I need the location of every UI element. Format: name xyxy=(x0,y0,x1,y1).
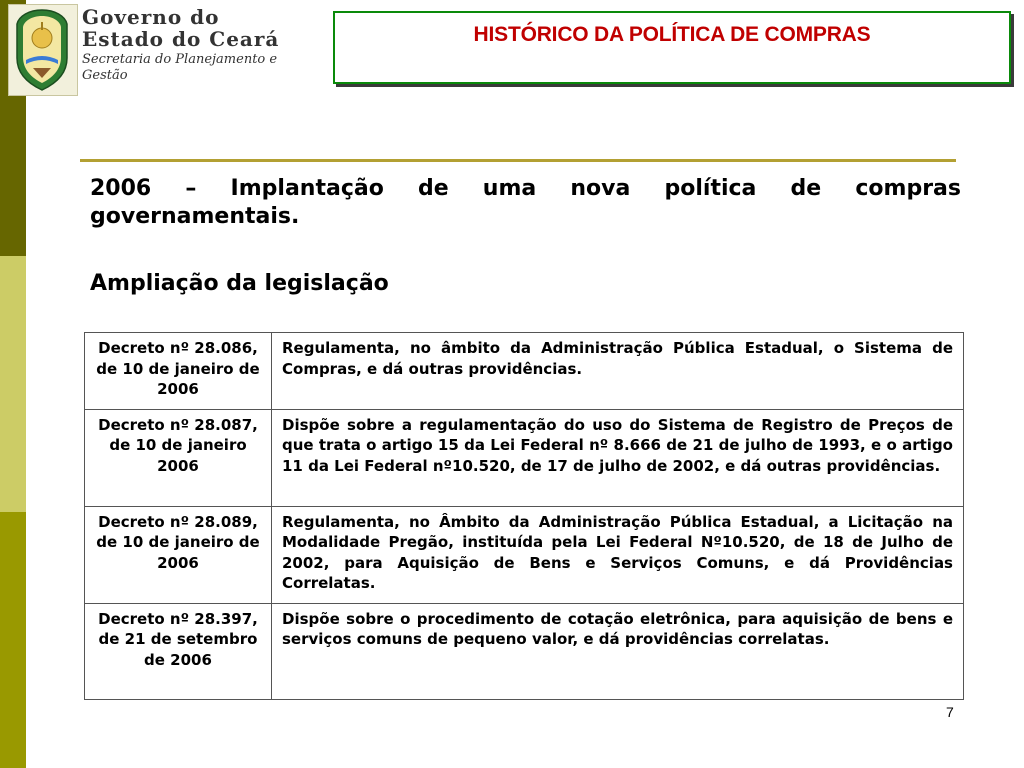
description-cell: Dispõe sobre o procedimento de cotação eletrônica, para aquisição de bens e serviços comuns de pequeno valor, e dá providências correlatas. xyxy=(272,603,964,699)
subheading: Ampliação da legislação xyxy=(90,271,389,296)
decree-cell: Decreto nº 28.087, de 10 de janeiro 2006 xyxy=(85,409,272,506)
table-row xyxy=(85,333,964,410)
decree-cell: Decreto nº 28.086, de 10 de janeiro de 2006 xyxy=(85,333,272,410)
page-number: 7 xyxy=(946,704,954,720)
description-cell: Regulamenta, no âmbito da Administração Pública Estadual, o Sistema de Compras, e dá outras providências. xyxy=(272,333,964,410)
coat-of-arms-icon xyxy=(8,4,78,96)
logo-line-estado: Estado do Ceará xyxy=(82,27,280,51)
table-row xyxy=(85,506,964,603)
logo-line-secretaria: Secretaria do Planejamento e Gestão xyxy=(82,52,278,83)
description-cell: Dispõe sobre a regulamentação do uso do Sistema de Registro de Preços de que trata o artigo 15 da Lei Federal nº 8.666 de 21 de julho de 1993, e o artigo 11 da Lei Federal nº10.520, de 17 de julho de 2002, e dá outras providências. xyxy=(272,409,964,506)
table-row xyxy=(85,409,964,506)
decree-cell: Decreto nº 28.397, de 21 de setembro de 2006 xyxy=(85,603,272,699)
left-stripe-olive xyxy=(0,512,26,768)
slide-title: HISTÓRICO DA POLÍTICA DE COMPRAS xyxy=(473,23,871,46)
title-box xyxy=(333,11,1011,84)
decrees-table xyxy=(84,332,964,700)
left-stripe-light xyxy=(0,256,26,512)
description-cell: Regulamenta, no Âmbito da Administração Pública Estadual, a Licitação na Modalidade Pregão, instituída pela Lei Federal Nº10.520, de 18 de Julho de 2002, para Aquisição de Bens e Serviços Comuns, e dá Providências Correlatas. xyxy=(272,506,964,603)
logo-line-governo: Governo do xyxy=(82,5,220,29)
government-logo xyxy=(8,4,280,96)
table-row xyxy=(85,603,964,699)
divider-rule xyxy=(80,159,956,162)
headline: 2006 – Implantação de uma nova política de compras governamentais. xyxy=(90,176,961,229)
decree-cell: Decreto nº 28.089, de 10 de janeiro de 2006 xyxy=(85,506,272,603)
